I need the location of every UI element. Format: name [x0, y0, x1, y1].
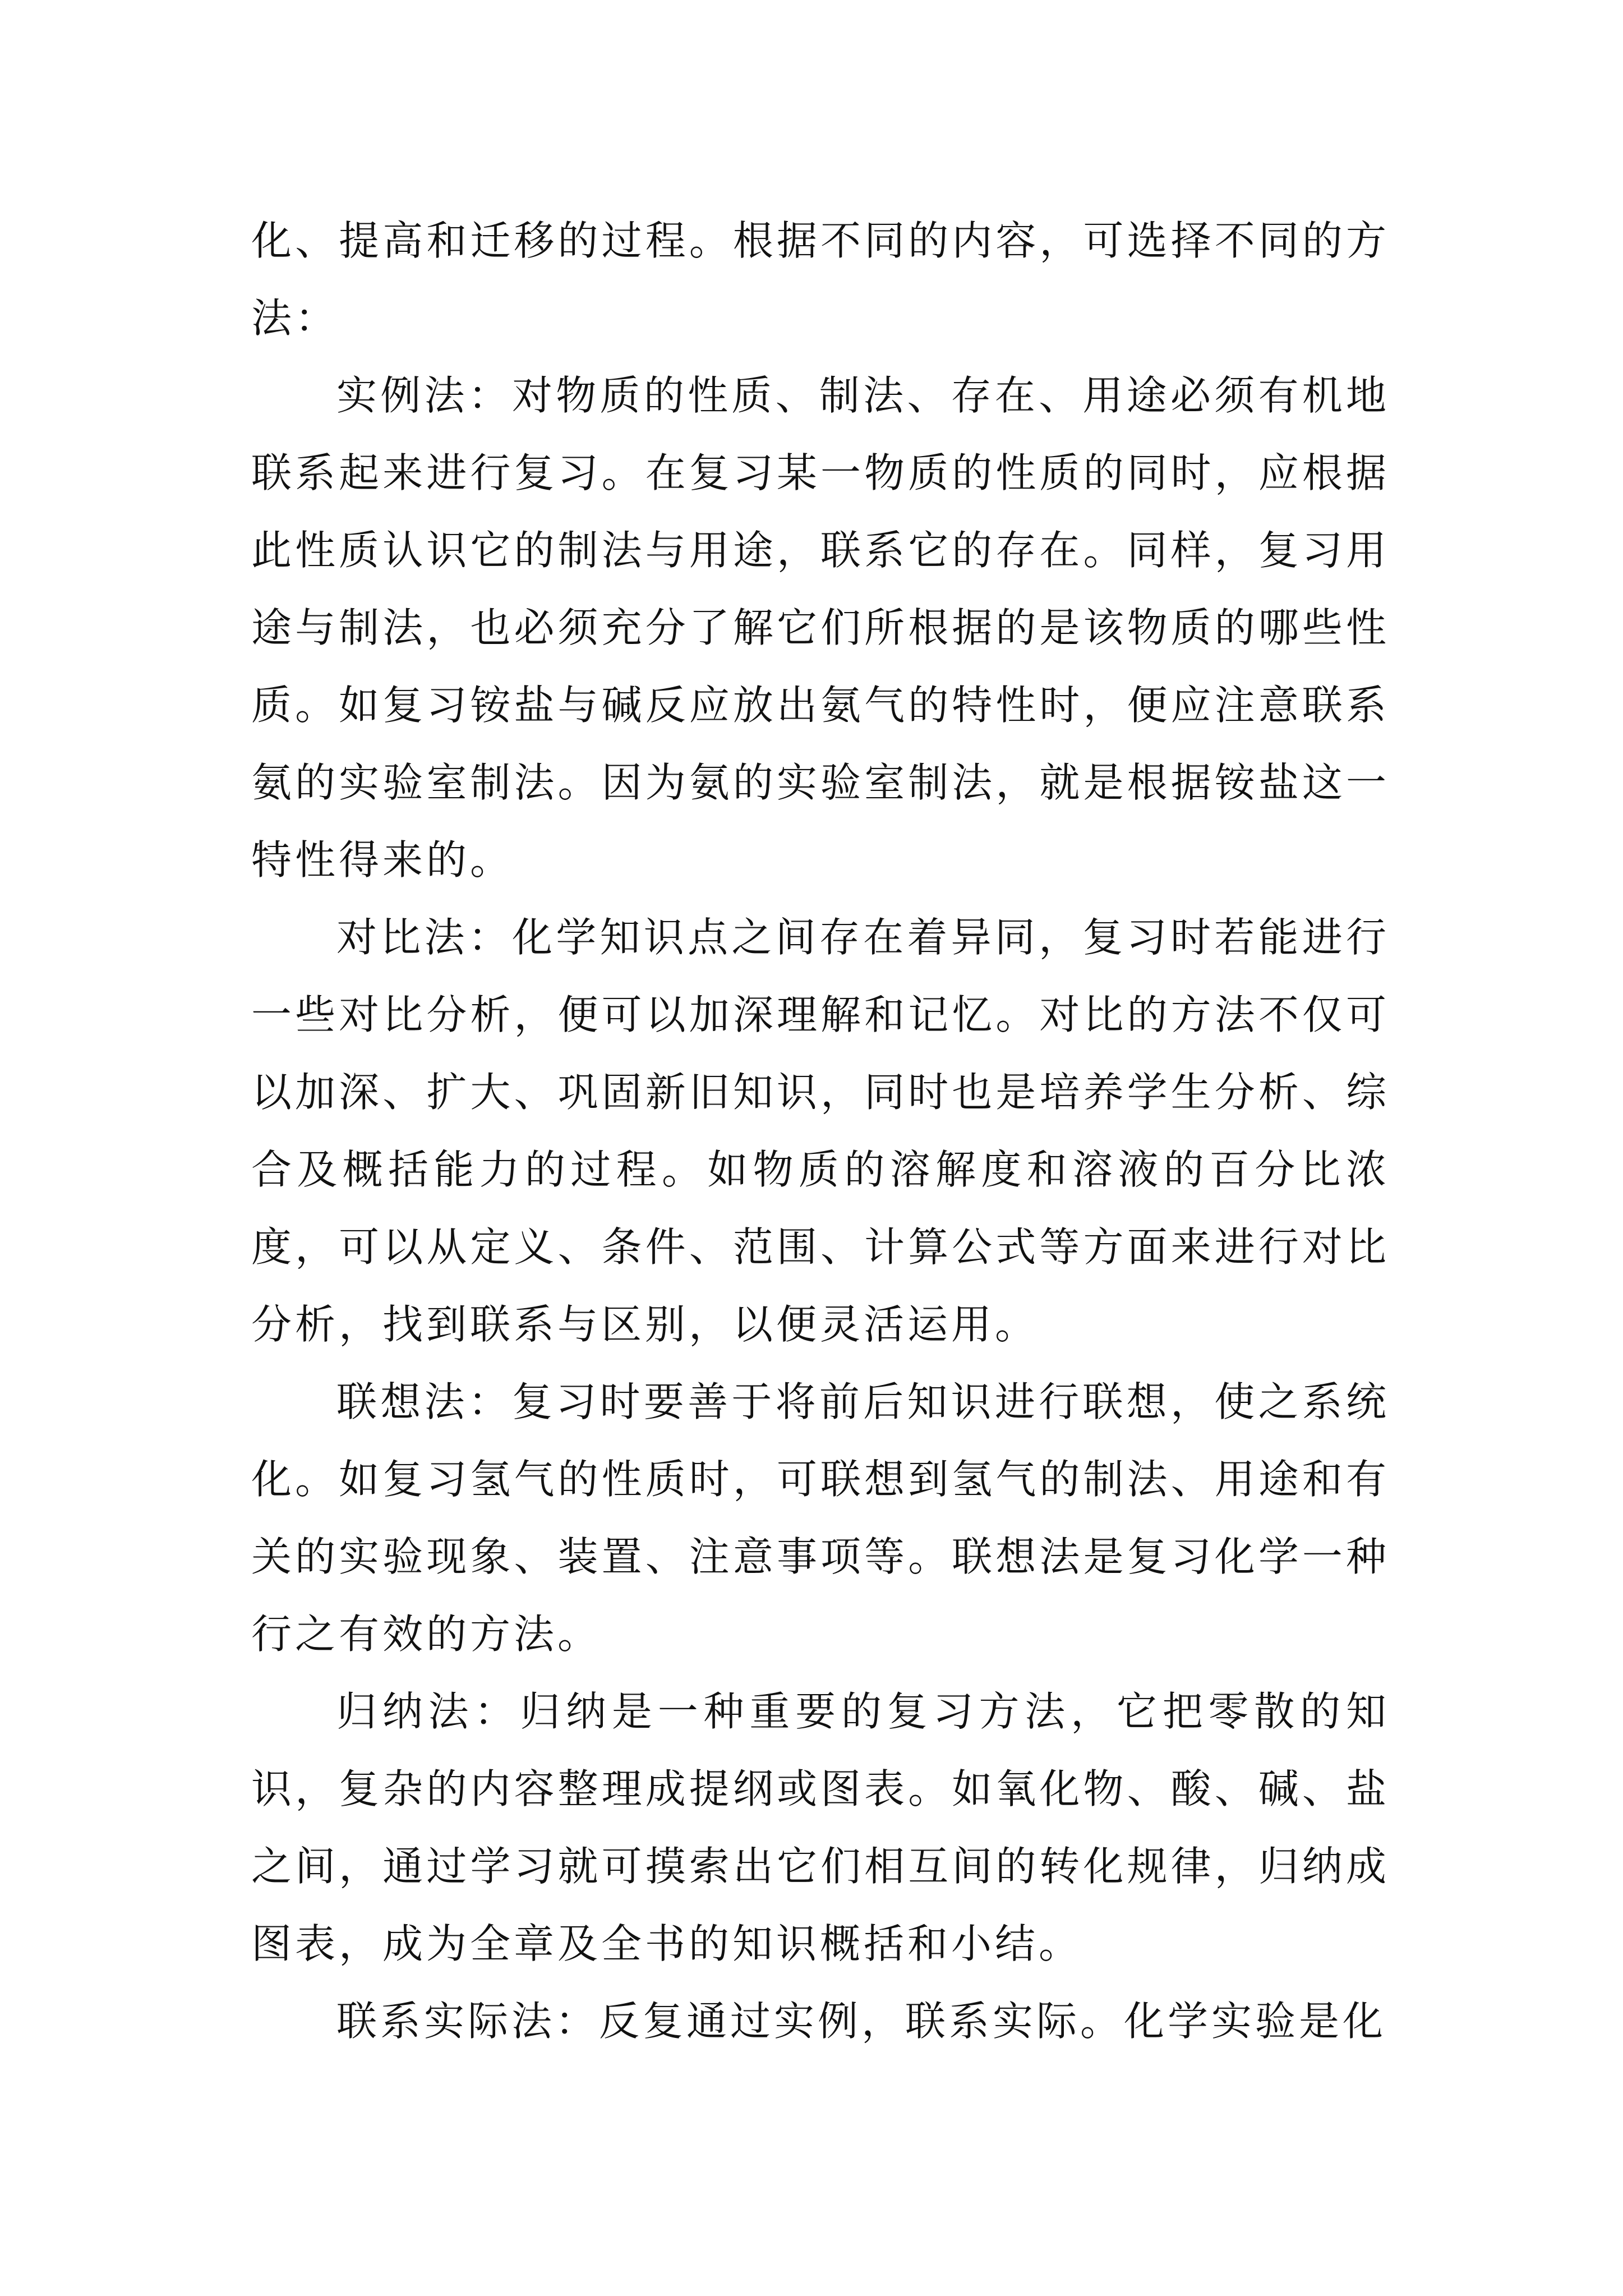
paragraph-practice-method: 联系实际法：反复通过实例，联系实际。化学实验是化 [336, 1998, 1387, 2045]
document-body [251, 202, 1390, 2060]
paragraph-induction-method: 归纳法：归纳是一种重要的复习方法，它把零散的知识，复杂的内容整理成提纲或图表。如氧化物、酸、碱、盐之间，通过学习就可摸索出它们相互间的转化规律，归纳成图表，成为全章及全书的知识概括和小结。 [251, 1688, 1390, 1967]
paragraph-association-method: 联想法：复习时要善于将前后知识进行联想，使之系统化。如复习氢气的性质时，可联想到氢气的制法、用途和有关的实验现象、装置、注意事项等。联想法是复习化学一种行之有效的方法。 [251, 1378, 1390, 1658]
paragraph-intro-continued: 化、提高和迁移的过程。根据不同的内容，可选择不同的方法： [251, 217, 1390, 342]
paragraph-example-method: 实例法：对物质的性质、制法、存在、用途必须有机地联系起来进行复习。在复习某一物质的性质的同时，应根据此性质认识它的制法与用途，联系它的存在。同样，复习用途与制法，也必须充分了解它们所根据的是该物质的哪些性质。如复习铵盐与碱反应放出氨气的特性时，便应注意联系氨的实验室制法。因为氨的实验室制法，就是根据铵盐这一特性得来的。 [251, 372, 1390, 884]
paragraph-comparison-method: 对比法：化学知识点之间存在着异同，复习时若能进行一些对比分析，便可以加深理解和记忆。对比的方法不仅可以加深、扩大、巩固新旧知识，同时也是培养学生分析、综合及概括能力的过程。如物质的溶解度和溶液的百分比浓度，可以从定义、条件、范围、计算公式等方面来进行对比分析，找到联系与区别，以便灵活运用。 [251, 914, 1390, 1348]
